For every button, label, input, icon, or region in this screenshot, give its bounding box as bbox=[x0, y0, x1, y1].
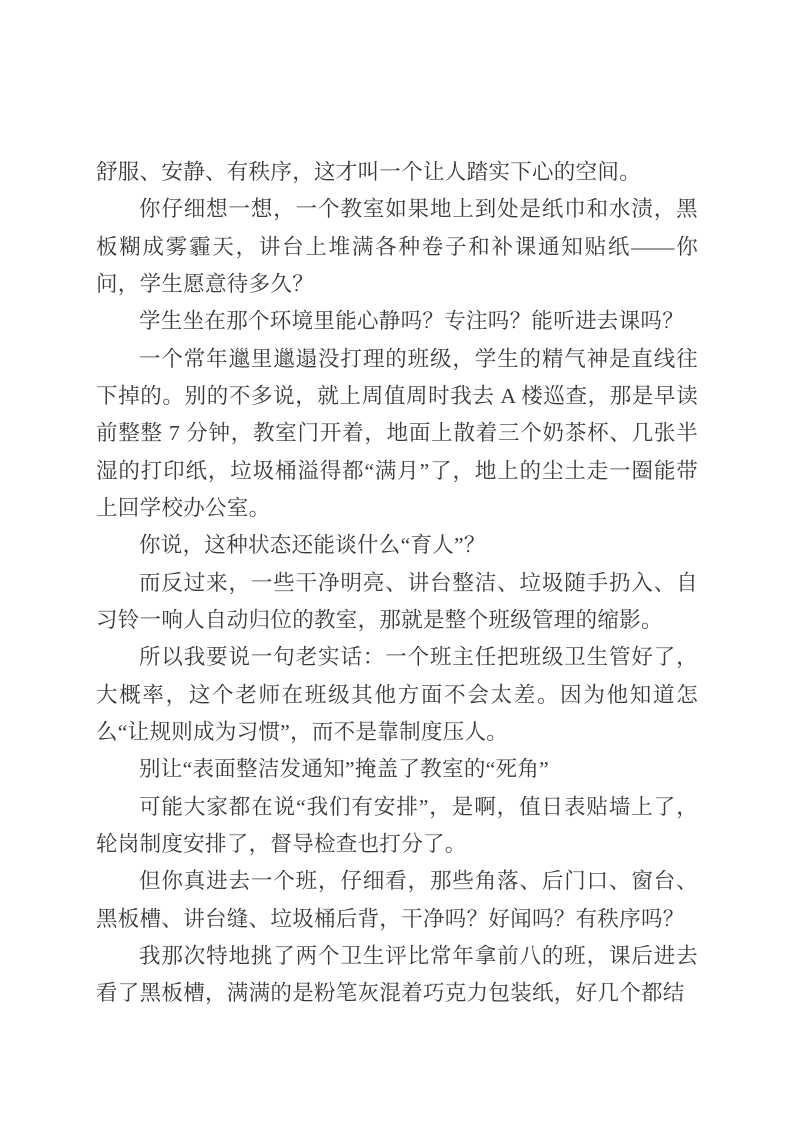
paragraph: 你说，这种状态还能谈什么“育人”？ bbox=[139, 533, 486, 558]
paragraph: 而反过来，一些干净明亮、讲台整洁、垃圾随手扔入、自习铃一响人自动归位的教室，那就是整个班级管理的缩影。 bbox=[96, 570, 698, 632]
paragraph: 你仔细想一想，一个教室如果地上到处是纸巾和水渍，黑板糊成雾霾天，讲台上堆满各种卷子和补课通知贴纸——你问，学生愿意待多久？ bbox=[96, 197, 698, 296]
paragraph: 但你真进去一个班，仔细看，那些角落、后门口、窗台、黑板槽、讲台缝、垃圾桶后背，干净吗？好闻吗？有秩序吗？ bbox=[96, 869, 698, 931]
paragraph: 一个常年邋里邋遢没打理的班级，学生的精气神是直线往下掉的。别的不多说，就上周值周时我去 A 楼巡查，那是早读前整整 7 分钟，教室门开着，地面上散着三个奶茶杯、几张半湿的打印纸，垃圾桶溢得都“满月”了，地上的尘土走一圈能带上回学校办公室。 bbox=[96, 346, 698, 520]
document-body bbox=[96, 154, 698, 1013]
paragraph: 学生坐在那个环境里能心静吗？专注吗？能听进去课吗？ bbox=[139, 309, 685, 334]
section-heading: 别让“表面整洁发通知”掩盖了教室的“死角” bbox=[139, 757, 549, 782]
paragraph: 我那次特地挑了两个卫生评比常年拿前八的班，课后进去看了黑板槽，满满的是粉笔灰混着巧克力包装纸，好几个都结 bbox=[96, 943, 698, 1006]
paragraph: 可能大家都在说“我们有安排”，是啊，值日表贴墙上了，轮岗制度安排了，督导检查也打分了。 bbox=[96, 794, 698, 856]
paragraph: 舒服、安静、有秩序，这才叫一个让人踏实下心的空间。 bbox=[96, 160, 642, 184]
paragraph: 所以我要说一句老实话：一个班主任把班级卫生管好了，大概率，这个老师在班级其他方面不会太差。因为他知道怎么“让规则成为习惯”，而不是靠制度压人。 bbox=[96, 645, 698, 744]
